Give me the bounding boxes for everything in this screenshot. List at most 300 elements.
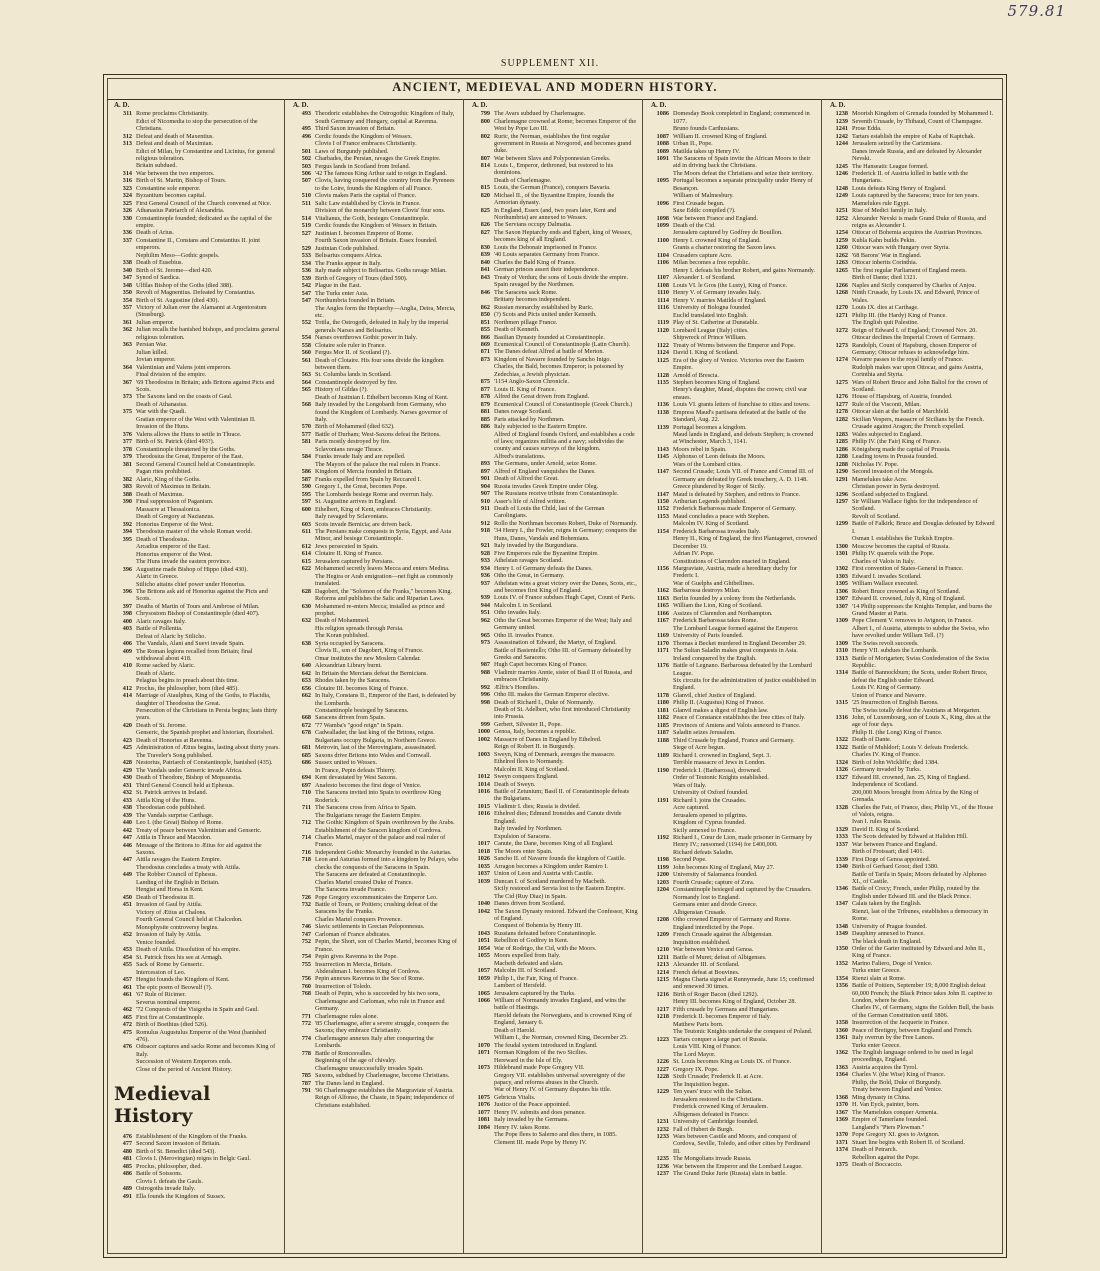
entry-year: 615 <box>301 557 311 565</box>
timeline-entry <box>647 909 817 916</box>
timeline-entry <box>826 1131 996 1138</box>
entry-text: Laws of Burgundy published. <box>315 147 389 155</box>
timeline-entry <box>468 706 638 721</box>
entry-text: Battle of Bannockburn; the Scots, under Robert Bruce, defeat the English under Edward. <box>852 669 988 684</box>
entry-year: 1051 <box>477 937 490 945</box>
entry-year: 710 <box>301 789 311 797</box>
timeline-entry <box>289 558 459 565</box>
entry-year: 807 <box>480 154 490 162</box>
timeline-entry <box>647 222 817 229</box>
timeline-entry <box>468 878 638 885</box>
entry-year: 1375 <box>835 1161 848 1169</box>
entry-text: Saracens driven from Spain. <box>315 714 386 722</box>
entry-text: Tartars conquer a large part of Russia. <box>673 1035 768 1043</box>
entry-text: Rebellion against the Pope. <box>852 1153 920 1161</box>
timeline-entry <box>289 177 459 192</box>
timeline-entry <box>826 1154 996 1161</box>
entry-text: Seventh Crusade, by Thibaud, Count of Champagne. <box>852 117 983 125</box>
timeline-entry <box>647 491 817 498</box>
entry-year: 534 <box>301 259 311 267</box>
entry-text: Valentinian and Valens joint emperors. <box>136 363 232 371</box>
entry-text: Russians defeated before Constantinople. <box>494 929 597 937</box>
entry-year: 603 <box>301 520 311 528</box>
entry-text: Birth of Gregory of Tours (died 590). <box>315 274 408 282</box>
timeline-entry <box>289 192 459 199</box>
timeline-entry <box>647 991 817 998</box>
timeline-entry <box>468 594 638 601</box>
entry-year: 1139 <box>656 423 669 431</box>
entry-text: Slavic settlements in Grecian Peloponnesus. <box>315 923 425 931</box>
entry-year <box>289 237 315 244</box>
entry-year: 381 <box>122 460 132 468</box>
entry-year: 480 <box>122 1147 132 1155</box>
entry-year: 996 <box>480 691 490 699</box>
entry-text: Asser's life of Alfred written. <box>494 497 567 505</box>
entry-year: 1310 <box>835 647 848 655</box>
entry-text: Administration of Ætius begins, lasting about thirty years. <box>136 744 280 752</box>
entry-year: 939 <box>480 594 490 602</box>
timeline-entry <box>826 982 996 1004</box>
entry-text: The Franks appear in Italy. <box>315 259 382 267</box>
timeline-entry <box>647 744 817 751</box>
entry-year <box>647 744 673 751</box>
entry-text: His religion spreads through Persia. <box>315 624 404 632</box>
timeline-entry <box>468 870 638 877</box>
timeline-entry <box>110 483 280 490</box>
timeline-entry <box>468 736 638 743</box>
timeline-entry <box>289 625 459 632</box>
entry-text: The Moors enter Spain. <box>494 847 553 855</box>
timeline-entry <box>110 297 280 304</box>
timeline-entry <box>289 222 459 229</box>
entry-year: 934 <box>480 564 490 572</box>
entry-text: Theodosius the Great, Emperor of the East. <box>136 453 244 461</box>
timeline-entry <box>647 961 817 968</box>
timeline-entry <box>468 155 638 162</box>
timeline-entry <box>468 431 638 453</box>
entry-text: Gregory IX. Pope. <box>673 1065 719 1073</box>
entry-text: Lambert of Hersfeld. <box>494 982 547 990</box>
timeline-entry <box>647 1043 817 1050</box>
entry-text: Henry I. of Germany defeats the Danes. <box>494 564 593 572</box>
entry-year: 1231 <box>656 1118 669 1126</box>
entry-year: 711 <box>302 804 311 812</box>
entry-text: Theodosian code published. <box>136 804 206 812</box>
entry-text: Calais taken by the English. <box>852 900 922 908</box>
entry-year: 1301 <box>835 550 848 558</box>
entry-year: 1135 <box>656 378 669 386</box>
entry-text: Five Emperors rule the Byzantine Empire. <box>494 549 599 557</box>
entry-text: Justinian Code published. <box>315 244 379 252</box>
ad-label: A. D. <box>651 102 667 109</box>
timeline-entry <box>110 401 280 408</box>
entry-year <box>468 706 494 721</box>
entry-text: Conquest of Bohemia by Henry III. <box>494 922 582 930</box>
entry-text: '85 Charlemagne, after a severe struggle, conquers the Saxons; they embrace Christianity. <box>315 1020 449 1035</box>
entry-text: Albigenses defeated in France. <box>673 1110 750 1118</box>
entry-text: Louis VI. le Gros (the Lusty), King of France. <box>673 281 788 289</box>
timeline-entry <box>647 587 817 594</box>
entry-text: Henry III. becomes King of England, October 28. <box>673 998 797 1006</box>
entry-year: 316 <box>122 177 132 185</box>
timeline-entry <box>826 826 996 833</box>
timeline-entry <box>110 1014 280 1021</box>
timeline-entry <box>110 453 280 460</box>
entry-text: Henry V. of Germany invades Italy. <box>673 289 761 297</box>
entry-year <box>647 1111 673 1118</box>
entry-year: 937 <box>480 579 490 587</box>
entry-text: Berlin founded by a colony from the Netherlands. <box>673 594 797 602</box>
entry-text: Sicily annexed to France. <box>673 826 736 834</box>
entry-text: Marriage of Ataulphus, King of the Goths, to Placidia, daughter of Theodosius the Great. <box>136 692 271 707</box>
entry-text: The Gothic Kingdom of Spain overthrown by the Arabs. <box>315 819 455 827</box>
entry-year: 756 <box>301 975 311 983</box>
entry-text: Third Saxon invasion of Britain. <box>315 125 396 133</box>
entry-text: Ulfilas Bishop of the Goths (died 388). <box>136 281 233 289</box>
timeline-entry <box>468 580 638 595</box>
entry-text: Louis II. King of France. <box>494 385 556 393</box>
entry-year: 378 <box>122 445 132 453</box>
entry-text: Acre captured. <box>673 804 710 812</box>
entry-text: Königsberg made the capital of Prussia. <box>852 445 951 453</box>
entry-year <box>289 655 315 662</box>
timeline-entry <box>110 954 280 961</box>
entry-year <box>647 535 673 550</box>
entry-text: '77 Wamba's "good reign" in Spain. <box>315 721 403 729</box>
entry-year: 1324 <box>835 758 848 766</box>
entry-year: 1241 <box>835 125 848 133</box>
timeline-entry <box>110 498 280 505</box>
entry-year: 869 <box>480 341 490 348</box>
entry-year <box>647 819 673 826</box>
entry-year <box>826 148 852 163</box>
entry-year: 1169 <box>656 632 669 640</box>
timeline-entry <box>468 602 638 609</box>
entry-text: Syria occupied by Saracens. <box>315 639 385 647</box>
timeline-entry <box>468 1101 638 1108</box>
entry-year <box>826 684 852 691</box>
entry-text: Malcolm II. King of Scotland. <box>494 765 569 773</box>
entry-year: 1110 <box>657 289 669 297</box>
entry-text: Omar institutes the new Moslem Calendar. <box>315 654 421 662</box>
timeline-entry <box>110 573 280 580</box>
timeline-entry <box>468 639 638 646</box>
entry-text: Persian War. <box>136 341 168 349</box>
timeline-entry <box>289 804 459 811</box>
timeline-entry <box>826 192 996 199</box>
entry-year: 447 <box>122 856 132 864</box>
timeline-entry <box>289 692 459 707</box>
timeline-entry <box>647 1058 817 1065</box>
entry-text: Charles the Bald King of France. <box>494 258 576 266</box>
entry-year: 1156 <box>656 565 669 573</box>
entry-year: 1091 <box>656 155 669 163</box>
timeline-entry <box>289 305 459 320</box>
entry-year: 1016 <box>477 788 490 796</box>
entry-text: Frederick I. (Barbarossa), drowned. <box>673 766 762 774</box>
entry-year: 373 <box>122 393 132 401</box>
entry-year: 1065 <box>477 989 490 997</box>
timeline-entry <box>110 408 280 415</box>
entry-text: Hengist founds the Kingdom of Kent. <box>136 976 230 984</box>
entry-year <box>826 707 852 714</box>
entry-text: Final suppression of Paganism. <box>136 498 214 506</box>
entry-text: Union of France and Navarre. <box>852 691 927 699</box>
timeline-entry <box>468 810 638 825</box>
entry-text: Sack of Rome by Genseric. <box>136 961 204 969</box>
timeline-entry <box>289 1065 459 1072</box>
entry-text: Order of the Garter instituted by Edward and John II., King of France. <box>852 944 986 960</box>
entry-text: Third General Council held at Ephesus. <box>136 781 234 789</box>
timeline-entry <box>826 416 996 423</box>
timeline-entry <box>468 221 638 228</box>
timeline-entry <box>647 812 817 819</box>
entry-text: University of Cambridge founded. <box>673 1118 759 1126</box>
timeline-entry <box>647 133 817 140</box>
entry-year: 453 <box>122 946 132 954</box>
entry-text: Alfred of England vanquishes the Danes. <box>494 467 596 475</box>
entry-year <box>289 207 315 214</box>
timeline-entry <box>110 133 280 140</box>
entry-year: 477 <box>122 1140 132 1148</box>
entry-text: Edward II. crowned, July 8, King of England. <box>852 595 966 603</box>
timeline-entry <box>826 453 996 460</box>
entry-year <box>647 774 673 781</box>
entry-year: 1313 <box>835 654 848 662</box>
entry-year: 1106 <box>656 259 669 267</box>
entry-text: Alexander III. of Scotland. <box>673 961 740 969</box>
entry-year: 772 <box>301 1020 311 1028</box>
entry-text: In Italy, Constans II., Emperor of the East, is defeated by the Lombards. <box>315 692 456 707</box>
entry-text: University of Paris founded. <box>673 632 744 640</box>
entry-text: Charlemagne unsuccessfully invades Spain. <box>315 1064 424 1072</box>
timeline-entry <box>289 886 459 893</box>
timeline-entry <box>826 1086 996 1093</box>
entry-text: Normandy lost to England. <box>673 893 741 901</box>
timeline-entry <box>468 691 638 698</box>
entry-text: Glanvil, chief Justice of England. <box>673 691 756 699</box>
timeline-entry <box>826 558 996 565</box>
entry-text: Rhodes taken by the Saracens. <box>315 677 391 685</box>
entry-text: Grants a charter restoring the Saxon laws. <box>673 244 777 252</box>
entry-text: The Turks enter Asia. <box>315 289 369 297</box>
entry-text: Narses overthrows Gothic power in Italy. <box>315 334 418 342</box>
entry-year: 1352 <box>835 959 848 967</box>
entry-year: 510 <box>301 192 311 200</box>
entry-year: 348 <box>122 281 132 289</box>
timeline-entry <box>289 267 459 274</box>
entry-year: 493 <box>301 110 311 118</box>
entry-text: Maud lands in England, and defeats Stephen; is crowned at Winchester, March 3, 1141. <box>673 431 814 446</box>
entry-year <box>289 446 315 453</box>
timeline-entry <box>647 431 817 446</box>
page-frame <box>103 74 1007 1258</box>
entry-year: 785 <box>301 1072 311 1080</box>
timeline-entry <box>468 110 638 117</box>
entry-text: Philip IV. quarrels with the Pope. <box>852 550 935 558</box>
entry-year: 1227 <box>656 1065 669 1073</box>
timeline-entry <box>289 319 459 334</box>
entry-year: 563 <box>301 371 311 379</box>
timeline-entry <box>647 229 817 236</box>
entry-year: 1266 <box>835 281 848 289</box>
timeline-entry <box>468 1049 638 1056</box>
timeline-entry <box>468 311 638 318</box>
entry-text: Wars of Italy. <box>673 781 707 789</box>
entry-text: The English quit Palestine. <box>852 319 919 327</box>
entry-year: 897 <box>480 467 490 475</box>
entry-year: 901 <box>480 475 490 483</box>
timeline-entry <box>468 803 638 810</box>
entry-text: St. Louis becomes King as Louis IX. of France. <box>673 1058 792 1066</box>
entry-text: Alaric in Greece. <box>136 573 179 581</box>
entry-text: Richard defeats Saladin. <box>673 848 734 856</box>
entry-year: 826 <box>480 221 490 229</box>
entry-year: 1326 <box>835 766 848 774</box>
entry-text: Clovis I. (Merovingian) reigns in Belgic Gaul. <box>136 1155 251 1163</box>
entry-text: Louis IX. dies at Carthage. <box>852 304 919 312</box>
entry-text: History of Gildas (?). <box>315 386 368 394</box>
entry-year: 1076 <box>477 1101 490 1109</box>
entry-text: Frederick Barbarossa takes Rome. <box>673 617 758 625</box>
entry-text: Landing of the English in Britain. <box>136 878 220 886</box>
timeline-entry <box>289 290 459 297</box>
entry-text: Rienzi, last of the Tribunes, establishes a democracy in Rome. <box>852 907 989 923</box>
timeline-entry <box>647 170 817 177</box>
timeline-entry <box>647 894 817 901</box>
entry-year: 1371 <box>835 1138 848 1146</box>
timeline-entry <box>468 669 638 684</box>
entry-text: Richard I. joins the Crusades. <box>673 796 747 804</box>
entry-text: Franks expelled from Spain by Reccared I. <box>315 475 422 483</box>
entry-year: 547 <box>301 297 311 305</box>
timeline-entry <box>110 476 280 483</box>
entry-year: 1026 <box>477 855 490 863</box>
entry-text: The Scots defeated by Edward at Halidon Hill. <box>852 833 968 841</box>
timeline-entry <box>647 1081 817 1088</box>
entry-year: 1182 <box>656 714 669 722</box>
entry-text: Death of Petrarch. <box>852 1146 898 1154</box>
entry-year <box>826 1042 852 1049</box>
entry-text: First General Council of the Church convened at Nice. <box>136 199 272 207</box>
entry-text: Wars of Robert Bruce and John Baliol for the crown of Scotland. <box>852 378 988 393</box>
timeline-entry <box>826 848 996 855</box>
entry-year: 1147 <box>656 490 669 498</box>
entry-year: 1354 <box>835 974 848 982</box>
entry-text: War between the two emperors. <box>136 169 215 177</box>
entry-year <box>826 364 852 379</box>
entry-text: Matilda takes up Henry IV. <box>673 147 741 155</box>
timeline-entry <box>647 498 817 505</box>
entry-text: The Vandals surprise Carthage. <box>136 811 214 819</box>
timeline-entry <box>647 274 817 281</box>
entry-year: 1153 <box>656 512 669 520</box>
entry-text: War between the Emperor and the Lombard League. <box>673 1162 803 1170</box>
entry-year: 552 <box>301 319 311 327</box>
entry-year: 1189 <box>656 751 669 759</box>
entry-text: War of Henry IV. of Germany disputes his title. <box>494 1086 612 1094</box>
timeline-entry <box>289 1080 459 1087</box>
entry-text: Second Pope. <box>673 856 707 864</box>
timeline-entry <box>647 1155 817 1162</box>
entry-text: Massacre of Danes in England by Ethelred. <box>494 735 602 743</box>
entry-year: 800 <box>480 117 490 125</box>
entry-year: 1081 <box>477 1116 490 1124</box>
timeline-entry <box>826 975 996 982</box>
timeline-entry <box>826 692 996 699</box>
timeline-entry <box>110 379 280 394</box>
entry-year: 376 <box>122 430 132 438</box>
entry-year <box>110 939 136 946</box>
timeline-entry <box>826 423 996 430</box>
entry-text: Philip IV. (the Fair) King of France. <box>852 438 941 446</box>
entry-text: War between France and England. <box>673 214 758 222</box>
entry-text: Totila, the Ostrogoth, defeated in Italy by the imperial generals Narses and Belisarius. <box>315 319 449 334</box>
entry-year: 433 <box>122 796 132 804</box>
entry-year: 1098 <box>656 214 669 222</box>
timeline-entry <box>110 326 280 341</box>
timeline-entry <box>468 900 638 907</box>
entry-year: 1055 <box>477 952 490 960</box>
entry-year <box>289 595 315 602</box>
entry-text: Cerdic founds the Kingdom of Wessex. <box>315 132 413 140</box>
entry-text: Birth of Froissart; died 1401. <box>852 848 925 856</box>
entry-text: Byzantium becomes capital. <box>136 192 206 200</box>
entry-text: Independence of Scotland. <box>852 781 918 789</box>
timeline-entry <box>826 431 996 438</box>
entry-year: 1346 <box>835 885 848 893</box>
entry-text: The Angles form the Heptarchy—Anglia, Deira, Mercia, etc. <box>315 304 456 319</box>
entry-year: 451 <box>122 901 132 909</box>
entry-year: 774 <box>301 1034 311 1042</box>
entry-year: 1084 <box>477 1123 490 1131</box>
entry-year <box>468 1086 494 1093</box>
timeline-entry <box>468 356 638 363</box>
entry-text: Gregory VII. establishes universal sovereignty of the papacy, and reforms abuses in the Church. <box>494 1071 625 1086</box>
timeline-entry <box>468 274 638 281</box>
entry-text: St. Columba lands in Scotland. <box>315 371 392 379</box>
timeline-entry <box>647 319 817 326</box>
entry-year: 662 <box>301 692 311 700</box>
entry-year: 1154 <box>656 527 669 535</box>
timeline-entry <box>826 476 996 483</box>
timeline-entry <box>826 833 996 840</box>
timeline-entry <box>289 170 459 177</box>
entry-text: Philip I., the Fair, King of France. <box>494 974 578 982</box>
timeline-entry <box>647 215 817 222</box>
entry-year: 403 <box>122 625 132 633</box>
entry-year: 1362 <box>835 1049 848 1057</box>
timeline-entry <box>468 259 638 266</box>
entry-text: Julian killed. <box>136 348 168 356</box>
entry-text: Otho III. makes the German Emperor elective. <box>494 691 610 699</box>
timeline-entry <box>110 1021 280 1028</box>
entry-text: '42 The famous King Arthur said to reign in England. <box>315 169 447 177</box>
entry-text: The Robber Council of Ephesus. <box>136 871 217 879</box>
timeline-entry <box>647 879 817 886</box>
timeline-entry <box>647 267 817 274</box>
entry-text: The Pope flees to Salerno and dies there, in 1085. <box>494 1131 617 1139</box>
entry-year: 379 <box>122 453 132 461</box>
entry-text: War between Slavs and Polyponnesian Greeks. <box>494 154 611 162</box>
entry-text: Albigensian Crusade. <box>673 908 727 916</box>
entry-year <box>110 118 136 133</box>
entry-year: 462 <box>122 1006 132 1014</box>
entry-text: The Saracens invade France. <box>315 886 387 894</box>
entry-year: 503 <box>301 162 311 170</box>
entry-text: Venice founded. <box>136 938 177 946</box>
entry-text: The Cid (Ruy Diaz) in Spain. <box>494 892 567 900</box>
